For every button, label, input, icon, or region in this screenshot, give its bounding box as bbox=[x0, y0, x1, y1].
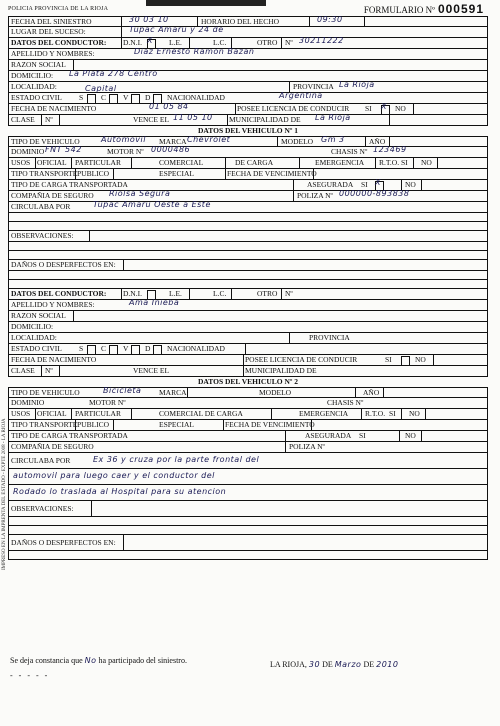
horario-label: HORARIO DEL HECHO bbox=[201, 17, 280, 26]
observaciones-label: OBSERVACIONES: bbox=[11, 231, 74, 240]
marca2-label: MARCA bbox=[159, 388, 187, 397]
constancia-suffix: ha participado del siniestro. bbox=[98, 656, 187, 665]
uso2-emergencia-label: EMERGENCIA bbox=[299, 409, 349, 418]
le2-label: L.E. bbox=[169, 289, 182, 298]
row-tipo-vehiculo2 bbox=[8, 387, 488, 398]
domicilio2-label: DOMICILIO: bbox=[11, 322, 54, 331]
transporte2-publico-label: PUBLICO bbox=[77, 420, 110, 429]
lugar-label: LUGAR DEL SUCESO: bbox=[11, 27, 86, 36]
form-header bbox=[6, 0, 494, 16]
asegurada2-no-label: NO bbox=[405, 431, 416, 440]
motor2-label: MOTOR Nº bbox=[89, 398, 126, 407]
localidad-label: LOCALIDAD: bbox=[11, 82, 57, 91]
transporte2-especial-label: ESPECIAL bbox=[159, 420, 195, 429]
row-observaciones2 bbox=[8, 501, 488, 517]
row-conductor2-doc bbox=[8, 289, 488, 300]
circulaba-label: CIRCULABA POR bbox=[11, 202, 71, 211]
circulaba2-line1[interactable]: Ex 36 y cruza por la parte frontal del bbox=[93, 455, 260, 464]
estado-s-checkbox[interactable] bbox=[87, 94, 96, 104]
transporte-publico-label: PUBLICO bbox=[77, 169, 110, 178]
marca-value[interactable]: Chevrolet bbox=[187, 135, 231, 144]
estado2-v-label: V bbox=[123, 344, 129, 353]
rto2-no-label: NO bbox=[409, 409, 420, 418]
row-usos1 bbox=[8, 158, 488, 169]
rto2-label: R.T.O. bbox=[365, 409, 386, 418]
blank-line bbox=[8, 517, 488, 526]
circulaba2-label: CIRCULABA POR bbox=[11, 456, 71, 465]
vence2-label: VENCE EL bbox=[133, 366, 170, 375]
fecha-nacimiento2-label: FECHA DE NACIMIENTO bbox=[11, 355, 97, 364]
tipo-vehiculo-label: TIPO DE VEHICULO bbox=[11, 137, 80, 146]
form-number bbox=[364, 2, 484, 16]
form-number-label: FORMULARIO Nº bbox=[363, 5, 435, 15]
nacionalidad-value[interactable]: Argentina bbox=[279, 91, 323, 100]
estado2-d-checkbox[interactable] bbox=[153, 345, 162, 355]
razon-social2-label: RAZON SOCIAL bbox=[11, 311, 66, 320]
row-usos2 bbox=[8, 409, 488, 420]
rto-no-label: NO bbox=[421, 158, 432, 167]
constancia-value[interactable]: No bbox=[84, 656, 97, 665]
row-lugar bbox=[8, 27, 488, 38]
apellido-label: APELLIDO Y NOMBRES: bbox=[11, 49, 95, 58]
estado2-s-label: S bbox=[79, 344, 84, 353]
printer-side-text bbox=[0, 240, 8, 570]
row-fecha-siniestro bbox=[8, 16, 488, 27]
horario-value[interactable]: 09:30 bbox=[317, 15, 343, 24]
row-transporte2 bbox=[8, 420, 488, 431]
row-clase1 bbox=[8, 115, 488, 126]
nro2-label: Nº bbox=[285, 289, 293, 298]
observaciones2-label: OBSERVACIONES: bbox=[11, 504, 74, 513]
licencia2-si-label: SI bbox=[385, 355, 392, 364]
estado2-c-label: C bbox=[101, 344, 107, 353]
blank-line bbox=[8, 213, 488, 222]
uso2-comercial-label: COMERCIAL DE CARGA bbox=[159, 409, 243, 418]
estado2-s-checkbox[interactable] bbox=[87, 345, 96, 355]
uso2-oficial-label: OFICIAL bbox=[37, 409, 67, 418]
estado2-d-label: D bbox=[145, 344, 151, 353]
row-circulaba2-cont bbox=[8, 485, 488, 501]
modelo-label: MODELO bbox=[281, 137, 314, 146]
asegurada-no-label: NO bbox=[405, 180, 416, 189]
clase-label: CLASE bbox=[11, 115, 35, 124]
uso2-particular-label: PARTICULAR bbox=[75, 409, 121, 418]
fecha-siniestro-value[interactable]: 30 03 10 bbox=[129, 15, 169, 24]
lc-label: L.C. bbox=[213, 38, 227, 47]
blank-line bbox=[8, 526, 488, 535]
estado-d-label: D bbox=[145, 93, 151, 102]
apellido2-label: APELLIDO Y NOMBRES: bbox=[11, 300, 95, 309]
licencia2-si-checkbox[interactable] bbox=[401, 356, 410, 366]
vehiculo1-title: DATOS DEL VEHICULO Nº 1 bbox=[197, 126, 298, 135]
licencia2-label: POSEE LICENCIA DE CONDUCIR bbox=[245, 355, 358, 364]
header-band bbox=[146, 0, 266, 6]
conductor2-title: DATOS DEL CONDUCTOR: bbox=[11, 289, 107, 298]
circulaba-value[interactable]: Tupac Amaru Oeste a Este bbox=[93, 200, 211, 209]
nro-documento-value[interactable]: 30211222 bbox=[299, 36, 344, 45]
fecha-vencimiento2-label: FECHA DE VENCIMIENTO bbox=[225, 420, 315, 429]
provincia-value[interactable]: La Rioja bbox=[339, 80, 375, 89]
tipo-vehiculo-value[interactable]: Automovil bbox=[101, 135, 146, 144]
row-transporte1 bbox=[8, 169, 488, 180]
blank-line bbox=[8, 551, 488, 560]
tipo-transporte2-label: TIPO TRANSPORTE bbox=[11, 420, 78, 429]
vence-label: VENCE EL bbox=[133, 115, 170, 124]
rto2-si-label: SI bbox=[389, 409, 396, 418]
row-estado2 bbox=[8, 344, 488, 355]
row-circulaba2 bbox=[8, 453, 488, 469]
row-apellido2 bbox=[8, 300, 488, 311]
row-compania1 bbox=[8, 191, 488, 202]
asegurada2-label: ASEGURADA bbox=[305, 431, 352, 440]
row-estado1 bbox=[8, 93, 488, 104]
compania-seguro-label: COMPAÑIA DE SEGURO bbox=[11, 191, 94, 200]
row-dominio2 bbox=[8, 398, 488, 409]
danos2-label: DAÑOS O DESPERFECTOS EN: bbox=[11, 538, 116, 547]
compania-seguro-value[interactable]: Riolsa Segura bbox=[109, 189, 171, 198]
row-circulaba2-cont bbox=[8, 469, 488, 485]
municipalidad-value[interactable]: La Rioja bbox=[315, 113, 351, 122]
row-domicilio1 bbox=[8, 71, 488, 82]
licencia-label: POSEE LICENCIA DE CONDUCIR bbox=[237, 104, 350, 113]
fecha-vencimiento-label: FECHA DE VENCIMIENTO bbox=[227, 169, 317, 178]
marca-label: MARCA bbox=[159, 137, 187, 146]
chasis-label: CHASIS Nº bbox=[331, 147, 368, 156]
uso-carga-label: DE CARGA bbox=[235, 158, 274, 167]
row-clase2 bbox=[8, 366, 488, 377]
poliza-value[interactable]: 000000-893838 bbox=[339, 189, 410, 198]
tipo-transporte-label: TIPO TRANSPORTE bbox=[11, 169, 78, 178]
motor-value[interactable]: 0000486 bbox=[151, 145, 191, 154]
tipo-vehiculo2-label: TIPO DE VEHICULO bbox=[11, 388, 80, 397]
estado2-v-checkbox[interactable] bbox=[131, 345, 140, 355]
dominio2-label: DOMINIO bbox=[11, 398, 45, 407]
estado-c-label: C bbox=[101, 93, 107, 102]
chasis2-label: CHASIS Nº bbox=[327, 398, 364, 407]
le-label: L.E. bbox=[169, 38, 182, 47]
blank-line bbox=[8, 280, 488, 289]
motor-label: MOTOR Nº bbox=[107, 147, 144, 156]
vence-value[interactable]: 11 05 10 bbox=[173, 113, 213, 122]
razon-social-label: RAZON SOCIAL bbox=[11, 60, 66, 69]
row-localidad1 bbox=[8, 82, 488, 93]
row-razon2 bbox=[8, 311, 488, 322]
domicilio-label: DOMICILIO: bbox=[11, 71, 54, 80]
usos2-label: USOS bbox=[11, 409, 31, 418]
dni-check-mark: X bbox=[147, 36, 153, 45]
estado-v-label: V bbox=[123, 93, 129, 102]
clase-nro-label: Nº bbox=[45, 115, 53, 124]
dni-label: D.N.I. bbox=[123, 38, 142, 47]
nro-label: Nº bbox=[285, 38, 293, 47]
asegurada2-si-label: SI bbox=[359, 431, 366, 440]
rto-label: R.T.O. bbox=[379, 158, 400, 167]
row-nacimiento2 bbox=[8, 355, 488, 366]
apellido-value[interactable]: Diaz Ernesto Ramon Bazan bbox=[134, 47, 255, 56]
compania-seguro2-label: COMPAÑIA DE SEGURO bbox=[11, 442, 94, 451]
estado-s-label: S bbox=[79, 93, 84, 102]
tipo-vehiculo2-value[interactable]: Bicicleta bbox=[103, 386, 142, 395]
domicilio-value[interactable]: La Plata 278 Centro bbox=[69, 69, 158, 78]
circulaba2-line2[interactable]: automovil para luego caer y el conductor del bbox=[13, 471, 215, 480]
row-compania2 bbox=[8, 442, 488, 453]
blank-line bbox=[8, 251, 488, 260]
clase2-label: CLASE bbox=[11, 366, 35, 375]
row-observaciones1 bbox=[8, 231, 488, 242]
asegurada-label: ASEGURADA bbox=[307, 180, 354, 189]
provincia-label: PROVINCIA bbox=[293, 82, 334, 91]
estado-c-checkbox[interactable] bbox=[109, 94, 118, 104]
fecha-nacimiento-value[interactable]: 01 05 84 bbox=[149, 102, 189, 111]
row-danos2 bbox=[8, 535, 488, 551]
asegurada-si-label: SI bbox=[361, 180, 368, 189]
row-carga2 bbox=[8, 431, 488, 442]
lc2-label: L.C. bbox=[213, 289, 227, 298]
footer-dash-line: - - - - - bbox=[10, 671, 50, 680]
uso-particular-label: PARTICULAR bbox=[75, 158, 121, 167]
mes-value[interactable]: Marzo bbox=[334, 660, 362, 669]
side-text: IMPRESO EN LA IMPRENTA DEL ESTADO - EXPTE 2008 - LA RIOJA bbox=[2, 418, 7, 570]
conductor1-title: DATOS DEL CONDUCTOR: bbox=[11, 38, 107, 47]
dni2-label: D.N.I. bbox=[123, 289, 142, 298]
transporte-especial-label: ESPECIAL bbox=[159, 169, 195, 178]
modelo2-label: MODELO bbox=[259, 388, 292, 397]
blank-line bbox=[8, 271, 488, 280]
poliza-label: POLIZA Nº bbox=[297, 191, 333, 200]
clase2-nro-label: Nº bbox=[45, 366, 53, 375]
row-domicilio2 bbox=[8, 322, 488, 333]
licencia-si-label: SI bbox=[365, 104, 372, 113]
modelo-value[interactable]: Gm 3 bbox=[321, 135, 345, 144]
row-apellido1 bbox=[8, 49, 488, 60]
provincia2-label: PROVINCIA bbox=[309, 333, 350, 342]
fecha-siniestro-label: FECHA DEL SINIESTRO bbox=[11, 17, 92, 26]
carga-transportada-label: TIPO DE CARGA TRANSPORTADA bbox=[11, 180, 128, 189]
danos-label: DAÑOS O DESPERFECTOS EN: bbox=[11, 260, 116, 269]
row-danos1 bbox=[8, 260, 488, 271]
circulaba2-line3[interactable]: Rodado lo traslada al Hospital para su atencion bbox=[13, 487, 227, 496]
asegurada-si-mark: X bbox=[375, 178, 381, 187]
constancia-prefix: Se deja constancia que bbox=[10, 656, 83, 665]
anio2-label: AÑO bbox=[363, 388, 380, 397]
anio-value[interactable]: 2010 bbox=[376, 660, 399, 669]
row-circulaba1 bbox=[8, 202, 488, 213]
municipalidad-label: MUNICIPALIDAD DE bbox=[229, 115, 301, 124]
estado2-c-checkbox[interactable] bbox=[109, 345, 118, 355]
nacionalidad-label: NACIONALIDAD bbox=[167, 93, 225, 102]
row-dominio1 bbox=[8, 147, 488, 158]
chasis-value[interactable]: 123469 bbox=[373, 145, 407, 154]
licencia2-no-label: NO bbox=[415, 355, 426, 364]
apellido2-value[interactable]: Ama Inieba bbox=[129, 298, 180, 307]
poliza2-label: POLIZA Nº bbox=[289, 442, 325, 451]
de2-label: DE bbox=[363, 660, 375, 669]
dominio-value[interactable]: FNT 542 bbox=[45, 145, 82, 154]
police-title: POLICIA PROVINCIA DE LA RIOJA bbox=[8, 6, 109, 12]
uso-emergencia-label: EMERGENCIA bbox=[315, 158, 365, 167]
uso-comercial-label: COMERCIAL bbox=[159, 158, 204, 167]
licencia-si-mark: X bbox=[381, 102, 387, 111]
estado-civil-label: ESTADO CIVIL bbox=[11, 93, 62, 102]
blank-line bbox=[8, 242, 488, 251]
licencia-no-label: NO bbox=[395, 104, 406, 113]
estado-civil2-label: ESTADO CIVIL bbox=[11, 344, 62, 353]
localidad2-label: LOCALIDAD: bbox=[11, 333, 57, 342]
dominio-label: DOMINIO bbox=[11, 147, 45, 156]
municipalidad2-label: MUNICIPALIDAD DE bbox=[245, 366, 317, 375]
vehiculo2-title: DATOS DEL VEHICULO Nº 2 bbox=[197, 377, 298, 386]
usos-label: USOS bbox=[11, 158, 31, 167]
otro-label: OTRO bbox=[257, 38, 278, 47]
estado-v-checkbox[interactable] bbox=[131, 94, 140, 104]
de1-label: DE bbox=[322, 660, 333, 669]
lugar-value[interactable]: Tupac Amaru y 24 de bbox=[129, 25, 224, 34]
place-date bbox=[270, 660, 398, 669]
row-nacimiento1 bbox=[8, 104, 488, 115]
place-label: LA RIOJA, bbox=[270, 660, 307, 669]
fecha-nacimiento-label: FECHA DE NACIMIENTO bbox=[11, 104, 97, 113]
constancia-text bbox=[10, 656, 187, 680]
anio-label: AÑO bbox=[369, 137, 386, 146]
localidad-value[interactable]: Capital bbox=[85, 84, 117, 93]
rto-si-label: SI bbox=[401, 158, 408, 167]
accident-form bbox=[8, 16, 488, 560]
form-number-value: 000591 bbox=[437, 2, 484, 16]
row-localidad2 bbox=[8, 333, 488, 344]
dia-value[interactable]: 30 bbox=[308, 660, 321, 669]
blank-line bbox=[8, 222, 488, 231]
uso-oficial-label: OFICIAL bbox=[37, 158, 67, 167]
row-carga1 bbox=[8, 180, 488, 191]
nacionalidad2-label: NACIONALIDAD bbox=[167, 344, 225, 353]
carga-transportada2-label: TIPO DE CARGA TRANSPORTADA bbox=[11, 431, 128, 440]
otro2-label: OTRO bbox=[257, 289, 278, 298]
